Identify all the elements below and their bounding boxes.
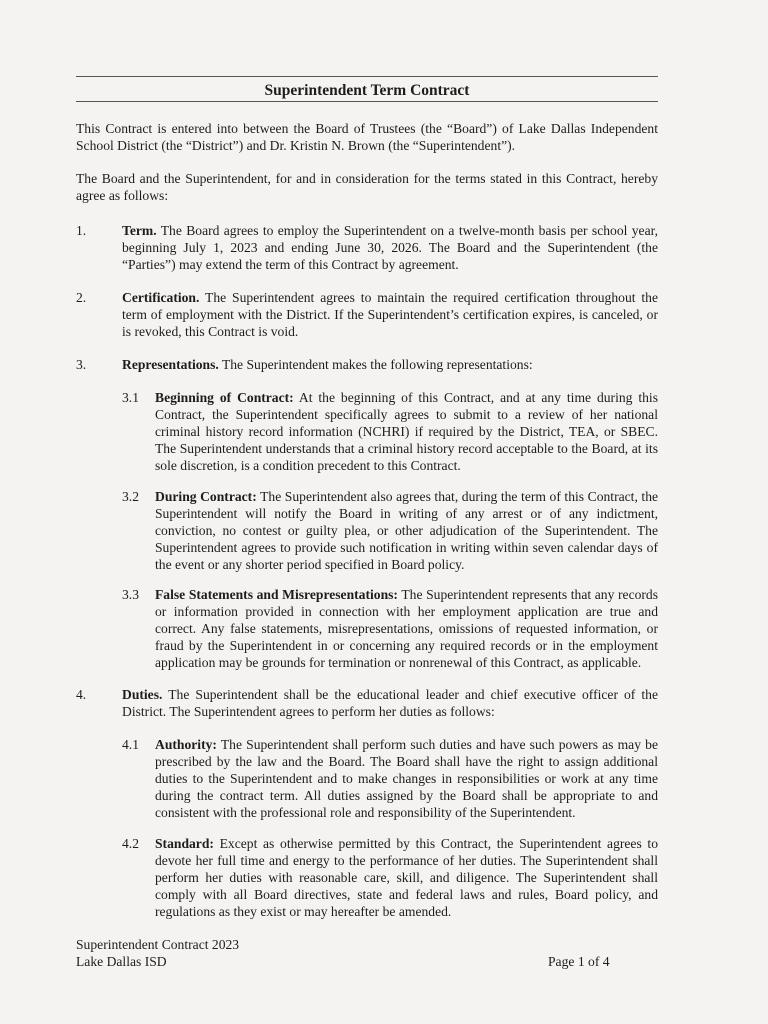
item-text: The Superintendent makes the following representations: (221, 357, 533, 372)
item-term (122, 222, 658, 273)
item-heading: Duties. (122, 687, 163, 702)
subitem-number: 4.2 (122, 836, 139, 851)
title-top-rule (76, 76, 658, 77)
subitem-authority (155, 736, 658, 821)
subitem-heading: Authority: (155, 737, 217, 752)
item-number: 4. (76, 687, 87, 702)
item-heading: Representations. (122, 357, 219, 372)
subitem-text: Except as otherwise permitted by this Contract, the Superintendent agrees to devote her full time and energy to the performance of her duties. The Superintendent shall perform her duties with reasonable care, skill, and diligence. The Superintendent shall comply with all Board directives, state and federal laws and rules, Board policy, and regulations as they exist or may hereafter be amended. (155, 836, 659, 919)
subitem-text: The Superintendent also agrees that, during the term of this Contract, the Superintendent will notify the Board in writing of any arrest or of any indictment, conviction, no contest or guilty plea, or other adjudication of the Superintendent. The Superintendent agrees to provide such notification in writing within seven calendar days of the event or any shorter period specified in Board policy. (155, 489, 659, 572)
item-number: 3. (76, 357, 87, 372)
item-number: 2. (76, 290, 87, 305)
intro-paragraph: This Contract is entered into between the Board of Trustees (the “Board”) of Lake Dallas Independent School District (the “District”) and Dr. Kristin N. Brown (the “Superintendent”). (76, 121, 658, 153)
subitem-beginning-of-contract (155, 389, 658, 474)
footer-district-label: Lake Dallas ISD (76, 954, 167, 969)
subitem-number: 3.1 (122, 390, 139, 405)
item-heading: Term. (122, 223, 157, 238)
agreement-paragraph: The Board and the Superintendent, for and in consideration for the terms stated in this Contract, hereby agree as follows: (76, 171, 658, 203)
footer-contract-label: Superintendent Contract 2023 (76, 937, 240, 952)
item-text: The Superintendent shall be the educational leader and chief executive officer of the District. The Superintendent agrees to perform her duties as follows: (122, 687, 658, 719)
item-text: The Superintendent agrees to maintain the required certification throughout the term of employment with the District. If the Superintendent’s certification expires, is canceled, or is revoked, this Contract is void. (122, 290, 659, 339)
subitem-number: 3.3 (122, 587, 139, 602)
page-number: Page 1 of 4 (548, 954, 610, 969)
subitem-heading: During Contract: (155, 489, 257, 504)
subitem-heading: False Statements and Misrepresentations: (155, 587, 398, 602)
item-duties (122, 686, 658, 720)
subitem-standard (155, 835, 658, 920)
subitem-number: 4.1 (122, 737, 139, 752)
subitem-number: 3.2 (122, 489, 139, 504)
footer-left (76, 936, 239, 970)
item-text: The Board agrees to employ the Superintendent on a twelve-month basis per school year, beginning July 1, 2023 and ending June 30, 2026. The Board and the Superintendent (the “Parties”) may extend the term of this Contract by agreement. (122, 223, 658, 272)
subitem-during-contract (155, 488, 658, 573)
subitem-text: The Superintendent shall perform such duties and have such powers as may be prescribed by the law and the Board. The Board shall have the right to assign additional duties to the Superintendent and to make changes in responsibilities or work at any time during the contract term. All duties assigned by the Board shall be appropriate to and consistent with the professional role and responsibility of the Superintendent. (155, 737, 659, 820)
item-heading: Certification. (122, 290, 200, 305)
item-representations (122, 356, 658, 373)
subitem-text: At the beginning of this Contract, and at any time during this Contract, the Superintendent specifically agrees to submit to a review of her national criminal history record information (NCHRI) if required by the District, TEA, or SBEC. The Superintendent understands that a criminal history record acceptable to the Board, at its sole discretion, is a condition precedent to this Contract. (155, 390, 659, 473)
item-number: 1. (76, 223, 87, 238)
title-bottom-rule (76, 101, 658, 102)
item-certification (122, 289, 658, 340)
subitem-heading: Standard: (155, 836, 214, 851)
subitem-text: The Superintendent represents that any records or information provided in connection with her employment application are true and correct. Any false statements, misrepresentations, omissions of requested information, or fraud by the Superintendent in or concerning any required records or in the employment application may be grounds for termination or nonrenewal of this Contract, as applicable. (155, 587, 659, 670)
subitem-false-statements (155, 586, 658, 671)
document-title: Superintendent Term Contract (264, 82, 470, 99)
subitem-heading: Beginning of Contract: (155, 390, 294, 405)
